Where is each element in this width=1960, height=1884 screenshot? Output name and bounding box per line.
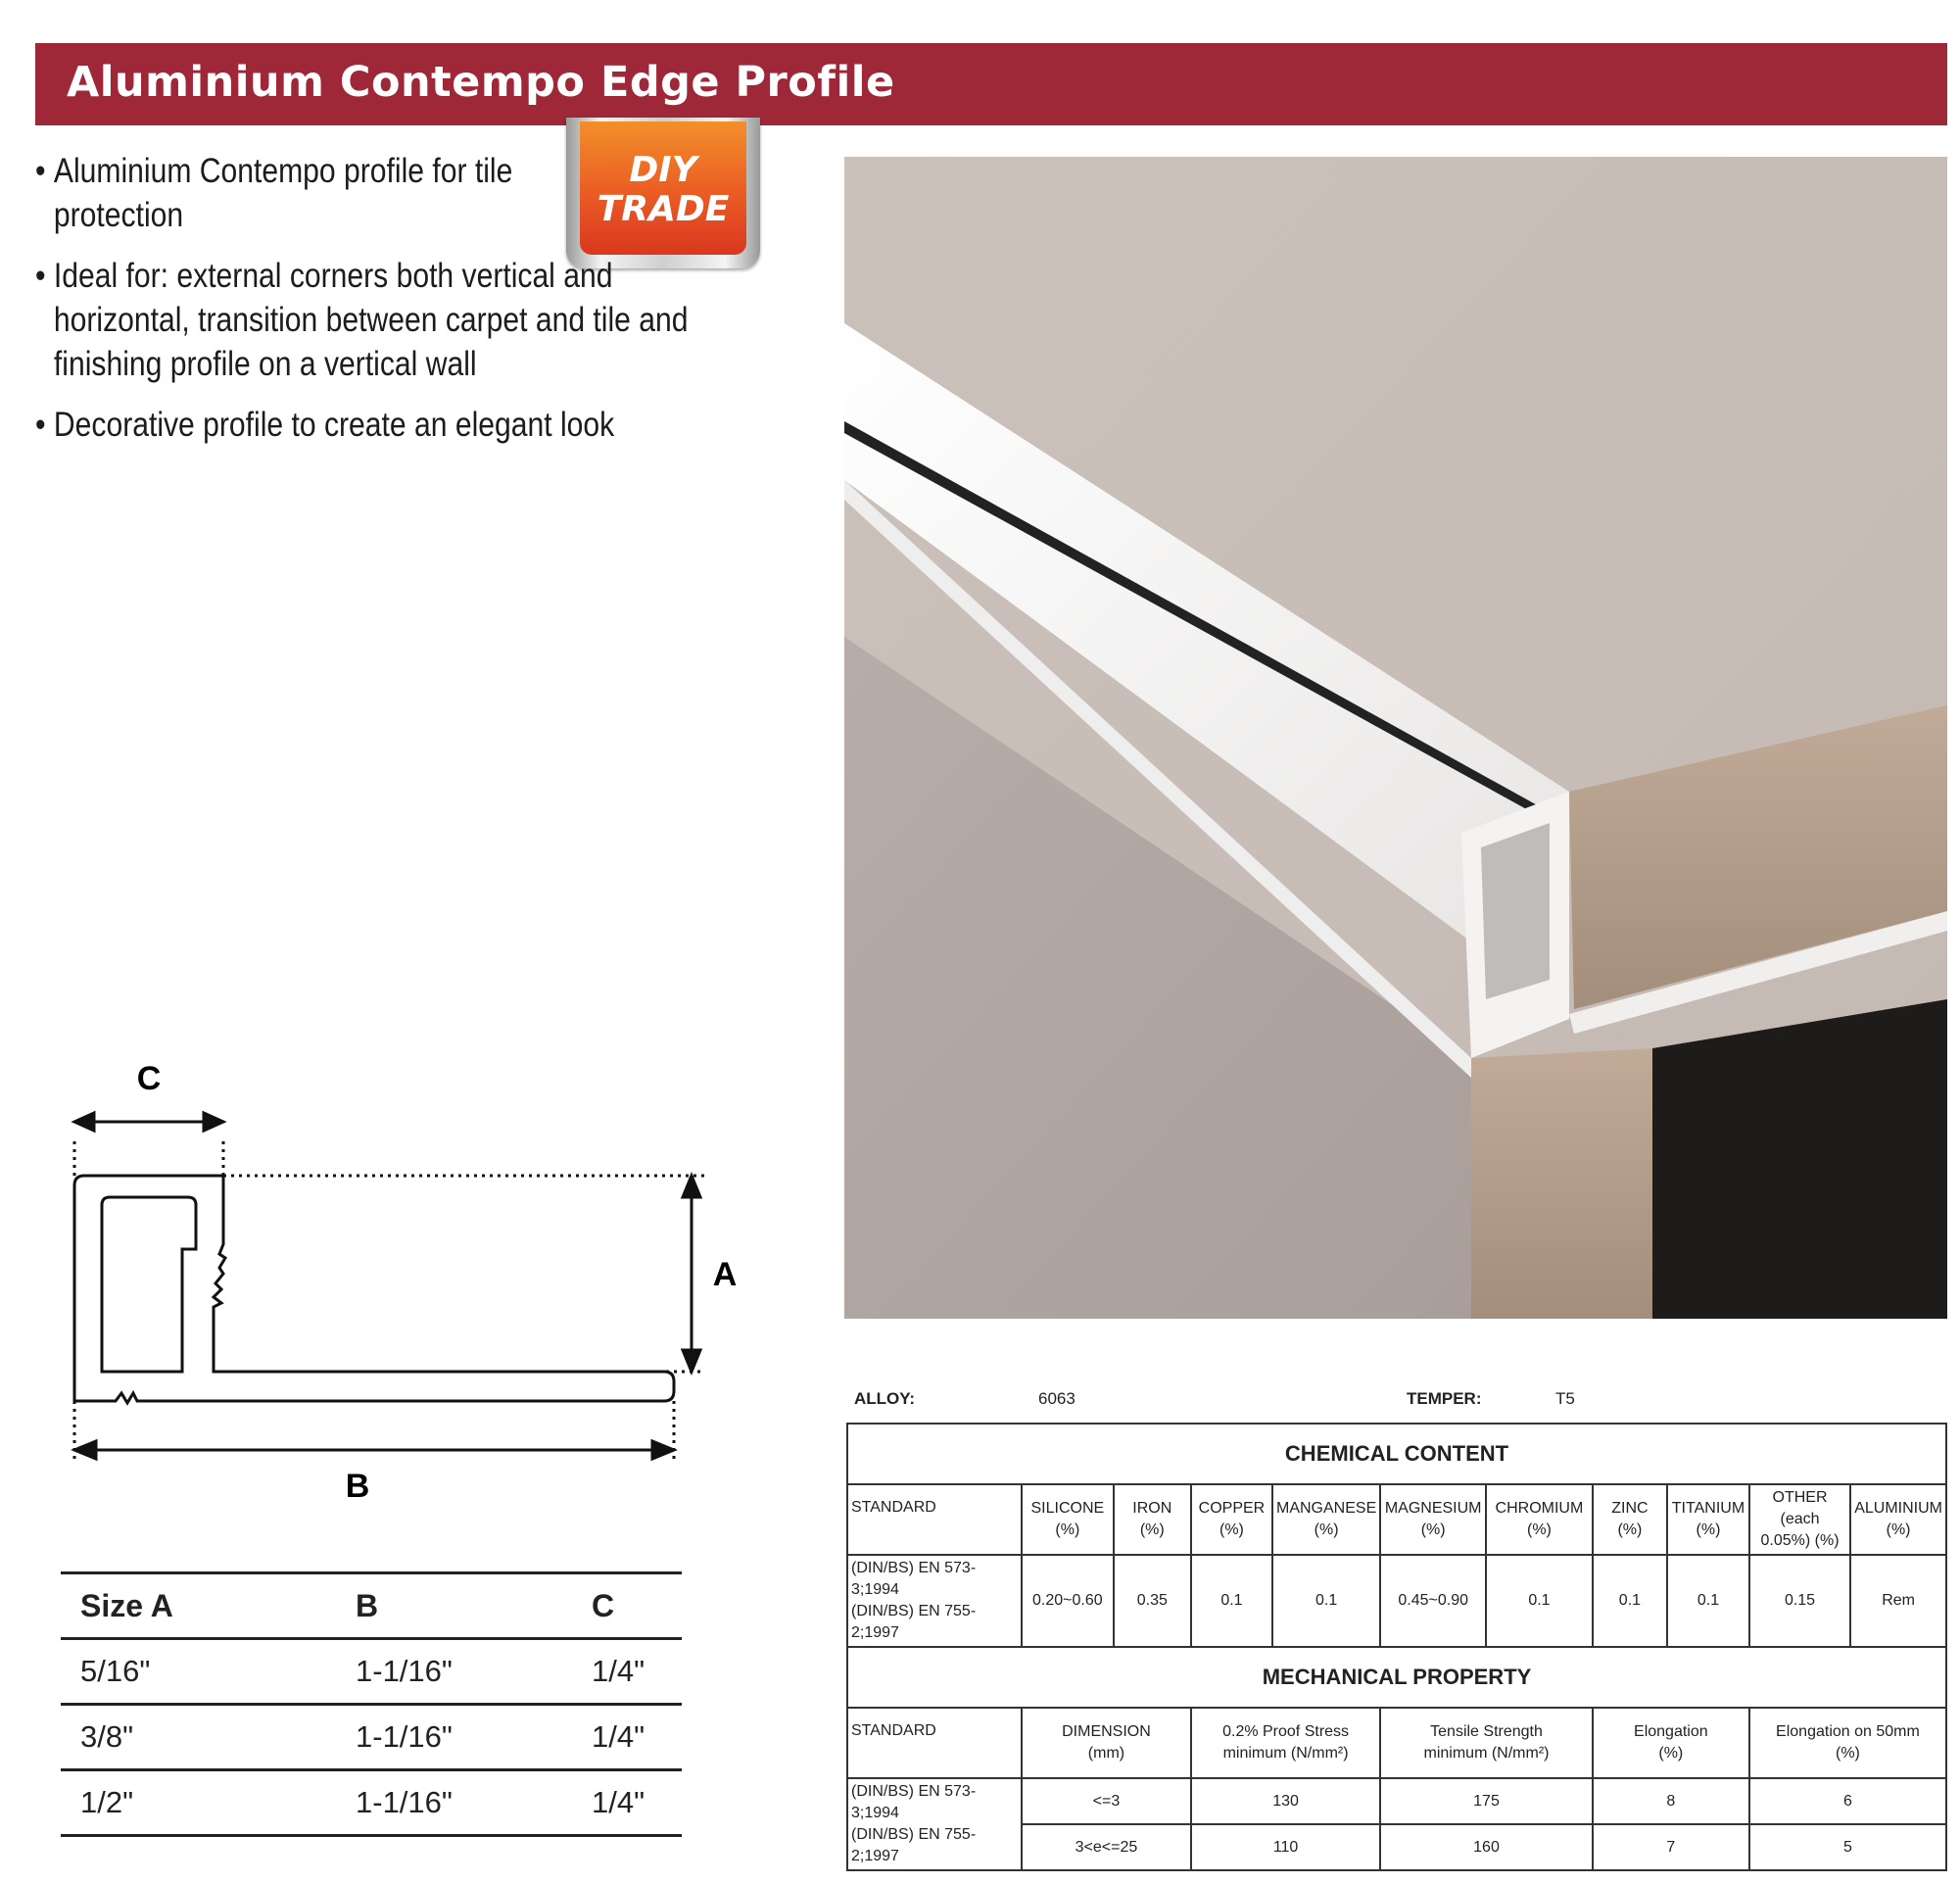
- profile-diagram: [59, 1048, 744, 1509]
- column-header: COPPER (%): [1191, 1484, 1272, 1555]
- table-cell: 110: [1191, 1824, 1380, 1870]
- table-cell: 0.1: [1486, 1555, 1593, 1647]
- column-header: OTHER (each 0.05%) (%): [1749, 1484, 1850, 1555]
- chemical-title: CHEMICAL CONTENT: [847, 1424, 1946, 1484]
- column-header: MANGANESE (%): [1272, 1484, 1380, 1555]
- table-cell: 3/8": [61, 1705, 336, 1770]
- feature-item: • Ideal for: external corners both vertical and horizontal, transition between carpet and tile and finishing profile on a vertical wall: [35, 254, 694, 386]
- standard-header: STANDARD: [847, 1484, 1022, 1555]
- dim-label-c: C: [136, 1060, 162, 1097]
- table-cell: 0.35: [1114, 1555, 1191, 1647]
- standard-cell: (DIN/BS) EN 573-3;1994 (DIN/BS) EN 755-2;1997: [847, 1555, 1022, 1647]
- table-cell: 5: [1749, 1824, 1946, 1870]
- table-cell: 130: [1191, 1778, 1380, 1824]
- table-row: [61, 1770, 682, 1836]
- chemical-header-row: [847, 1484, 1946, 1555]
- table-cell: 0.20~0.60: [1022, 1555, 1114, 1647]
- column-header: B: [336, 1573, 572, 1639]
- size-table: [61, 1571, 682, 1837]
- column-header: CHROMIUM (%): [1486, 1484, 1593, 1555]
- table-cell: 1/4": [572, 1639, 682, 1705]
- column-header: MAGNESIUM (%): [1380, 1484, 1486, 1555]
- column-header: DIMENSION (mm): [1022, 1708, 1191, 1778]
- table-cell: 6: [1749, 1778, 1946, 1824]
- table-cell: 0.15: [1749, 1555, 1850, 1647]
- arrowhead: [683, 1350, 700, 1372]
- badge-line-1: DIY: [629, 150, 697, 190]
- spec-table: [846, 1423, 1947, 1871]
- arrowhead: [683, 1176, 700, 1197]
- table-cell: 3<e<=25: [1022, 1824, 1191, 1870]
- profile-hollow: [1481, 823, 1550, 999]
- table-cell: Rem: [1850, 1555, 1946, 1647]
- table-cell: 0.45~0.90: [1380, 1555, 1486, 1647]
- table-row: [847, 1778, 1946, 1824]
- dim-label-b: B: [345, 1468, 370, 1505]
- profile-inner: [102, 1197, 196, 1372]
- arrowhead: [652, 1441, 674, 1459]
- table-cell: 1/4": [572, 1770, 682, 1836]
- title-banner: [35, 43, 1947, 125]
- table-cell: 1-1/16": [336, 1705, 572, 1770]
- mechanical-title: MECHANICAL PROPERTY: [847, 1647, 1946, 1708]
- mechanical-title-row: [847, 1647, 1946, 1708]
- alloy-value: 6063: [1038, 1389, 1076, 1408]
- profile-outline: [74, 1176, 674, 1403]
- column-header: C: [572, 1573, 682, 1639]
- table-cell: 1/4": [572, 1705, 682, 1770]
- table-row: [61, 1705, 682, 1770]
- column-header: Elongation (%): [1593, 1708, 1749, 1778]
- column-header: ALUMINIUM (%): [1850, 1484, 1946, 1555]
- table-cell: 8: [1593, 1778, 1749, 1824]
- product-photo-illustration: [844, 157, 1947, 1319]
- mechanical-header-row: [847, 1708, 1946, 1778]
- feature-item: • Decorative profile to create an elegant look: [35, 403, 694, 447]
- chemical-title-row: [847, 1424, 1946, 1484]
- alloy-label: ALLOY:: [854, 1389, 916, 1408]
- table-cell: 1/2": [61, 1770, 336, 1836]
- table-cell: 0.1: [1667, 1555, 1749, 1647]
- feature-item: • Aluminium Contempo profile for tile protection: [35, 149, 526, 237]
- dim-label-a: A: [712, 1256, 738, 1293]
- table-row: [61, 1639, 682, 1705]
- table-cell: 5/16": [61, 1639, 336, 1705]
- temper-label: TEMPER:: [1407, 1389, 1482, 1408]
- badge-line-2: TRADE: [597, 189, 730, 229]
- page-title: Aluminium Contempo Edge Profile: [67, 58, 895, 107]
- standard-cell: (DIN/BS) EN 573-3;1994 (DIN/BS) EN 755-2;1997: [847, 1778, 1022, 1870]
- arrowhead: [74, 1113, 94, 1131]
- column-header: ZINC (%): [1593, 1484, 1667, 1555]
- column-header: Size A: [61, 1573, 336, 1639]
- standard-header: STANDARD: [847, 1708, 1022, 1778]
- table-cell: 1-1/16": [336, 1639, 572, 1705]
- chemical-values-row: [847, 1555, 1946, 1647]
- column-header: SILICONE (%): [1022, 1484, 1114, 1555]
- arrowhead: [74, 1441, 96, 1459]
- arrowhead: [204, 1113, 223, 1131]
- table-cell: 0.1: [1272, 1555, 1380, 1647]
- table-cell: 0.1: [1191, 1555, 1272, 1647]
- column-header: 0.2% Proof Stress minimum (N/mm²): [1191, 1708, 1380, 1778]
- table-cell: 7: [1593, 1824, 1749, 1870]
- column-header: Tensile Strength minimum (N/mm²): [1380, 1708, 1593, 1778]
- table-cell: 0.1: [1593, 1555, 1667, 1647]
- table-cell: 1-1/16": [336, 1770, 572, 1836]
- column-header: TITANIUM (%): [1667, 1484, 1749, 1555]
- wall-tile-edge: [1471, 1048, 1652, 1319]
- dark-recess: [1652, 999, 1947, 1319]
- table-cell: 160: [1380, 1824, 1593, 1870]
- size-table-header: [61, 1573, 682, 1639]
- table-cell: 175: [1380, 1778, 1593, 1824]
- column-header: IRON (%): [1114, 1484, 1191, 1555]
- table-cell: <=3: [1022, 1778, 1191, 1824]
- product-photo: [844, 157, 1947, 1319]
- temper-value: T5: [1555, 1389, 1575, 1408]
- column-header: Elongation on 50mm (%): [1749, 1708, 1946, 1778]
